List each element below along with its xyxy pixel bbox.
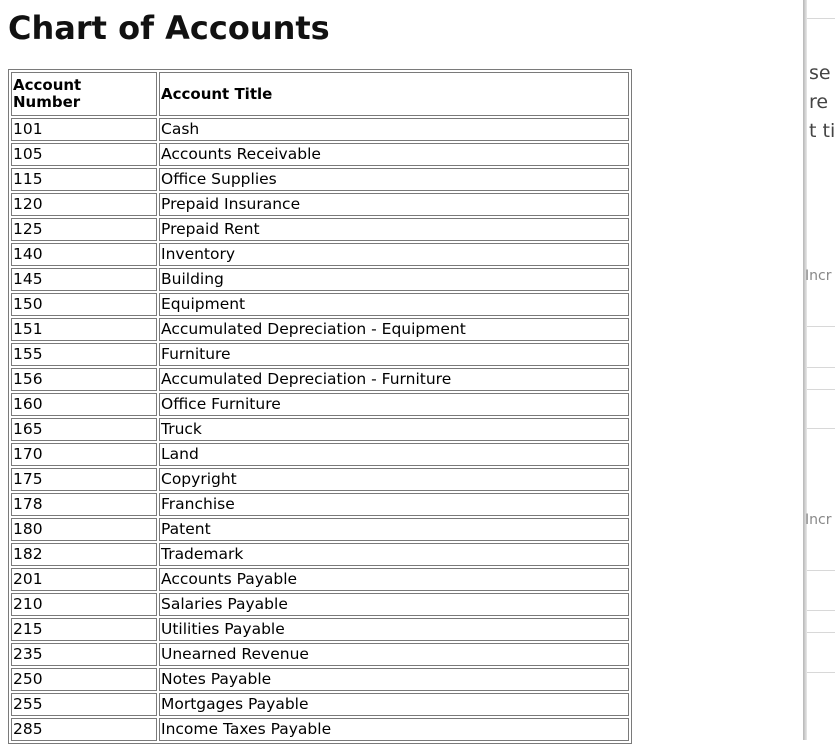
header-account-number: Account Number: [11, 72, 157, 116]
table-row: [11, 443, 629, 466]
divider: [807, 632, 835, 633]
table-row: [11, 418, 629, 441]
account-title-cell: Office Furniture: [159, 393, 629, 416]
account-number-cell: 165: [11, 418, 157, 441]
table-row: [11, 218, 629, 241]
account-title-cell: Copyright: [159, 468, 629, 491]
account-number-cell: 155: [11, 343, 157, 366]
account-title-cell: Mortgages Payable: [159, 693, 629, 716]
table-row: [11, 393, 629, 416]
account-number-cell: 180: [11, 518, 157, 541]
table-row: [11, 518, 629, 541]
table-row: [11, 368, 629, 391]
table-row: [11, 468, 629, 491]
table-row: [11, 643, 629, 666]
account-title-cell: Patent: [159, 518, 629, 541]
divider: [807, 428, 835, 429]
account-title-cell: Accounts Receivable: [159, 143, 629, 166]
account-number-cell: 105: [11, 143, 157, 166]
table-row: [11, 193, 629, 216]
table-row: [11, 343, 629, 366]
account-title-cell: Cash: [159, 118, 629, 141]
table-row: [11, 243, 629, 266]
table-row: [11, 293, 629, 316]
table-row: [11, 268, 629, 291]
account-number-cell: 151: [11, 318, 157, 341]
account-number-cell: 201: [11, 568, 157, 591]
side-label: Incr: [805, 268, 832, 284]
side-panel: [803, 0, 835, 740]
account-title-cell: Prepaid Insurance: [159, 193, 629, 216]
account-number-cell: 150: [11, 293, 157, 316]
account-title-cell: Income Taxes Payable: [159, 718, 629, 741]
account-number-cell: 145: [11, 268, 157, 291]
account-number-cell: 182: [11, 543, 157, 566]
divider: [807, 367, 835, 368]
table-row: [11, 493, 629, 516]
account-number-cell: 285: [11, 718, 157, 741]
table-row: [11, 568, 629, 591]
side-snippet: se: [809, 62, 831, 84]
divider: [807, 18, 835, 19]
side-label: Incr: [805, 512, 832, 528]
account-title-cell: Franchise: [159, 493, 629, 516]
account-number-cell: 120: [11, 193, 157, 216]
table-row: [11, 543, 629, 566]
account-number-cell: 255: [11, 693, 157, 716]
header-account-title: Account Title: [159, 72, 629, 116]
account-title-cell: Trademark: [159, 543, 629, 566]
account-title-cell: Accounts Payable: [159, 568, 629, 591]
table-row: [11, 668, 629, 691]
table-row: [11, 693, 629, 716]
account-number-cell: 235: [11, 643, 157, 666]
account-title-cell: Prepaid Rent: [159, 218, 629, 241]
account-number-cell: 250: [11, 668, 157, 691]
account-number-cell: 125: [11, 218, 157, 241]
chart-of-accounts-table: [8, 69, 632, 744]
account-number-cell: 178: [11, 493, 157, 516]
divider: [807, 570, 835, 571]
account-number-cell: 215: [11, 618, 157, 641]
account-title-cell: Building: [159, 268, 629, 291]
account-number-cell: 140: [11, 243, 157, 266]
divider: [807, 389, 835, 390]
page-title: Chart of Accounts: [8, 9, 330, 47]
account-number-cell: 160: [11, 393, 157, 416]
panel-edge: [803, 0, 807, 740]
account-title-cell: Salaries Payable: [159, 593, 629, 616]
table-row: [11, 143, 629, 166]
divider: [807, 672, 835, 673]
account-title-cell: Equipment: [159, 293, 629, 316]
account-title-cell: Unearned Revenue: [159, 643, 629, 666]
account-title-cell: Inventory: [159, 243, 629, 266]
account-number-cell: 170: [11, 443, 157, 466]
side-snippet: re: [809, 91, 829, 113]
table-row: [11, 118, 629, 141]
account-title-cell: Furniture: [159, 343, 629, 366]
divider: [807, 326, 835, 327]
account-number-cell: 175: [11, 468, 157, 491]
account-title-cell: Utilities Payable: [159, 618, 629, 641]
account-number-cell: 115: [11, 168, 157, 191]
account-title-cell: Land: [159, 443, 629, 466]
account-number-cell: 101: [11, 118, 157, 141]
account-title-cell: Accumulated Depreciation - Furniture: [159, 368, 629, 391]
table-row: [11, 318, 629, 341]
account-title-cell: Accumulated Depreciation - Equipment: [159, 318, 629, 341]
account-number-cell: 210: [11, 593, 157, 616]
table-header-row: [11, 72, 629, 116]
side-snippet: t ti: [809, 120, 835, 142]
divider: [807, 610, 835, 611]
account-title-cell: Office Supplies: [159, 168, 629, 191]
account-title-cell: Notes Payable: [159, 668, 629, 691]
table-row: [11, 168, 629, 191]
table-row: [11, 718, 629, 741]
account-number-cell: 156: [11, 368, 157, 391]
account-title-cell: Truck: [159, 418, 629, 441]
table-row: [11, 593, 629, 616]
table-row: [11, 618, 629, 641]
